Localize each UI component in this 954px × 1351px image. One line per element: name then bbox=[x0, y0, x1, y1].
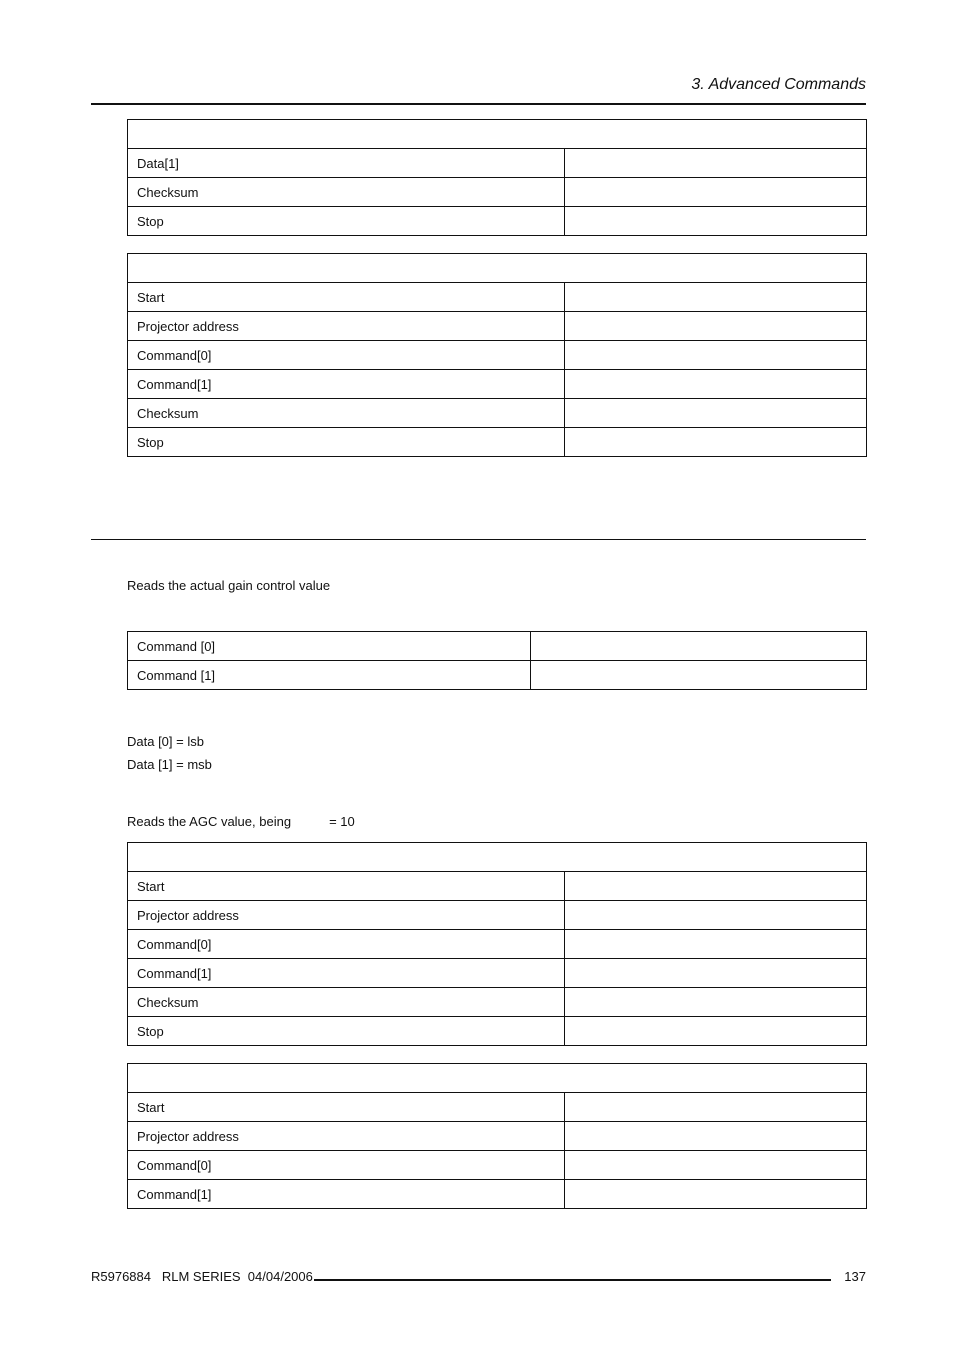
row-value bbox=[565, 341, 867, 370]
table-row bbox=[128, 988, 867, 1017]
table-row bbox=[128, 661, 867, 690]
table-row bbox=[128, 370, 867, 399]
table-row bbox=[128, 901, 867, 930]
row-label: Projector address bbox=[128, 312, 565, 341]
table-row bbox=[128, 178, 867, 207]
table-row bbox=[128, 1180, 867, 1209]
row-label: Command[0] bbox=[128, 930, 565, 959]
row-label: Command[0] bbox=[128, 341, 565, 370]
row-label: Start bbox=[128, 1093, 565, 1122]
table-4 bbox=[127, 1063, 867, 1209]
row-value bbox=[565, 988, 867, 1017]
row-label: Checksum bbox=[128, 399, 565, 428]
table-row bbox=[128, 1151, 867, 1180]
table-2 bbox=[127, 253, 867, 457]
row-value bbox=[565, 370, 867, 399]
chapter-title: 3. Advanced Commands bbox=[691, 76, 866, 93]
row-label: Command[1] bbox=[128, 370, 565, 399]
table-row bbox=[128, 1093, 867, 1122]
table-row bbox=[128, 632, 867, 661]
table-row bbox=[128, 872, 867, 901]
row-value bbox=[565, 283, 867, 312]
table-header bbox=[128, 120, 867, 149]
row-label: Command[1] bbox=[128, 1180, 565, 1209]
table-row bbox=[128, 930, 867, 959]
table-1 bbox=[127, 119, 867, 236]
example-suffix: = 10 bbox=[329, 814, 355, 829]
row-label: Checksum bbox=[128, 178, 565, 207]
table-row bbox=[128, 959, 867, 988]
data-line-msb: Data [1] = msb bbox=[127, 757, 212, 772]
table-row bbox=[128, 312, 867, 341]
table-row bbox=[128, 428, 867, 457]
command-table bbox=[127, 631, 867, 690]
example-line bbox=[127, 814, 355, 829]
section-rule bbox=[91, 539, 866, 540]
row-value bbox=[565, 178, 867, 207]
table-row bbox=[128, 149, 867, 178]
row-value bbox=[565, 1017, 867, 1046]
table-row bbox=[128, 283, 867, 312]
row-label: Start bbox=[128, 872, 565, 901]
table-row bbox=[128, 341, 867, 370]
table-row bbox=[128, 207, 867, 236]
table-header bbox=[128, 254, 867, 283]
section-description: Reads the actual gain control value bbox=[127, 578, 331, 593]
table-header bbox=[128, 1064, 867, 1093]
row-value bbox=[565, 959, 867, 988]
row-value bbox=[531, 632, 867, 661]
row-value bbox=[565, 207, 867, 236]
table-header bbox=[128, 843, 867, 872]
example-prefix: Reads the AGC value, being bbox=[127, 814, 292, 829]
row-label: Projector address bbox=[128, 901, 565, 930]
row-value bbox=[565, 1180, 867, 1209]
row-label: Command[0] bbox=[128, 1151, 565, 1180]
row-label: Stop bbox=[128, 207, 565, 236]
row-value bbox=[565, 428, 867, 457]
row-value bbox=[565, 872, 867, 901]
row-label: Projector address bbox=[128, 1122, 565, 1151]
row-label: Checksum bbox=[128, 988, 565, 1017]
row-value bbox=[565, 930, 867, 959]
row-label: Data[1] bbox=[128, 149, 565, 178]
footer-rule bbox=[314, 1279, 831, 1281]
row-label: Command[1] bbox=[128, 959, 565, 988]
row-value bbox=[565, 1122, 867, 1151]
table-row bbox=[128, 1017, 867, 1046]
header-rule bbox=[91, 103, 866, 105]
row-label: Command [1] bbox=[128, 661, 531, 690]
row-label: Stop bbox=[128, 428, 565, 457]
row-label: Command [0] bbox=[128, 632, 531, 661]
row-label: Stop bbox=[128, 1017, 565, 1046]
row-value bbox=[531, 661, 867, 690]
page-number: 137 bbox=[844, 1269, 866, 1284]
row-value bbox=[565, 1093, 867, 1122]
table-row bbox=[128, 1122, 867, 1151]
row-value bbox=[565, 312, 867, 341]
row-value bbox=[565, 1151, 867, 1180]
row-label: Start bbox=[128, 283, 565, 312]
table-row bbox=[128, 399, 867, 428]
row-value bbox=[565, 149, 867, 178]
data-line-lsb: Data [0] = lsb bbox=[127, 734, 204, 749]
row-value bbox=[565, 399, 867, 428]
row-value bbox=[565, 901, 867, 930]
footer-doc-info: R5976884 RLM SERIES 04/04/2006 bbox=[91, 1269, 313, 1284]
table-3 bbox=[127, 842, 867, 1046]
